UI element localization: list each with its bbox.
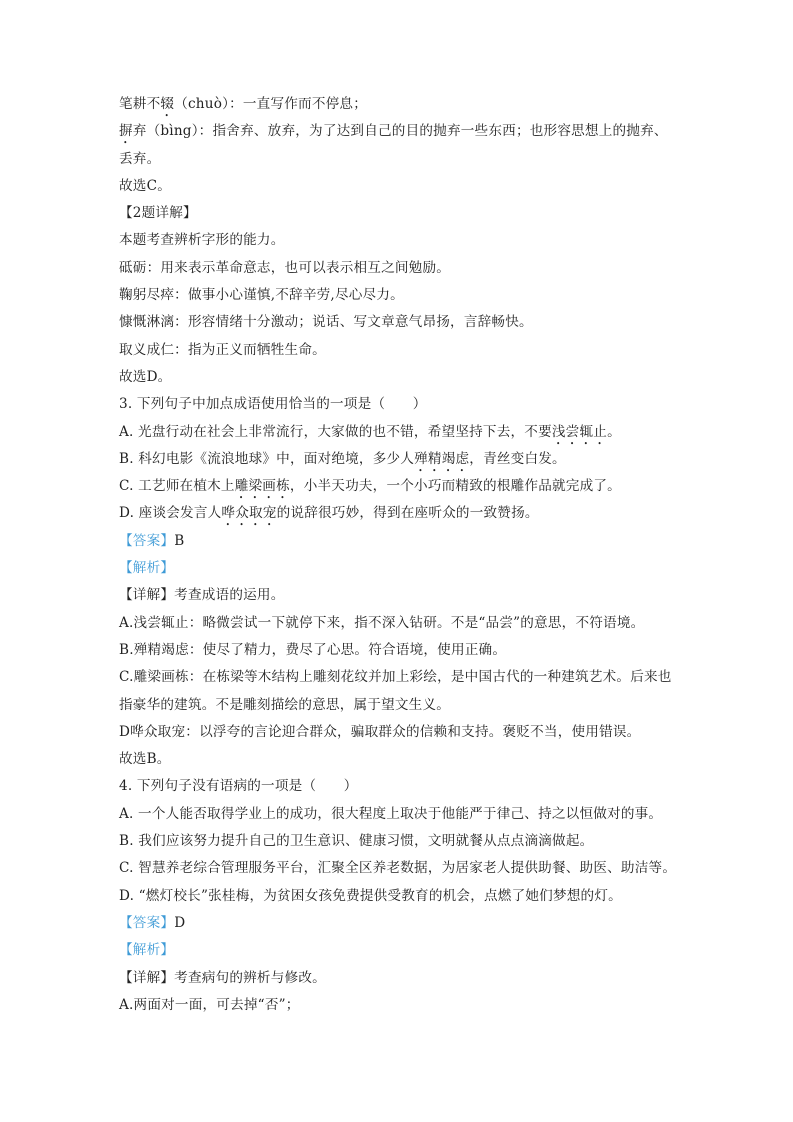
text-line: [119, 664, 689, 691]
text-segment: 砥砺：用来表示革命意志，也可以表示相互之间勉励。: [119, 259, 451, 276]
text-line: [119, 992, 689, 1019]
emphasized-text: 哗众取宠: [221, 505, 277, 522]
text-segment: 【2题详解】: [119, 205, 197, 222]
text-line: [119, 91, 689, 118]
text-segment: 鞠躬尽瘁：做事小心谨慎,不辞辛劳,尽心尽力。: [119, 287, 404, 304]
text-line: [119, 582, 689, 609]
text-line: [119, 610, 689, 637]
text-line: [119, 282, 689, 309]
text-segment: ，青丝变白发。: [469, 450, 566, 467]
text-line: [119, 255, 689, 282]
text-segment: 本题考查辨析字形的能力。: [119, 232, 285, 249]
text-segment: B.殚精竭虑：使尽了精力，费尽了心思。符合语境，使用正确。: [119, 641, 507, 658]
text-segment: D. “燃灯校长”张桂梅，为贫困女孩免费提供受教育的机会，点燃了她们梦想的灯。: [119, 887, 622, 904]
text-segment: A. 光盘行动在社会上非常流行，大家做的也不错，希望坚持下去，不要: [119, 423, 552, 440]
text-segment: A.浅尝辄止：略微尝试一下就停下来，指不深入钻研。不是“品尝”的意思，不符语境。: [119, 614, 645, 631]
text-line: [119, 937, 689, 964]
text-segment: 慷慨淋漓：形容情绪十分激动；说话、写文章意气昂扬，言辞畅快。: [119, 314, 533, 331]
section-label: 【答案】: [119, 532, 175, 549]
text-segment: 弃（bìng）：指舍弃、放弃，为了达到自己的目的抛弃一些东西；也形容思想上的抛弃、: [132, 123, 668, 140]
text-segment: 指豪华的建筑。不是雕刻描绘的意思，属于望文生义。: [119, 696, 451, 713]
text-line: [119, 391, 689, 418]
text-segment: 。: [607, 423, 621, 440]
text-segment: ，小半天功夫，一个小巧而精致的根雕作品就完成了。: [289, 478, 621, 495]
emphasized-text: 摒: [119, 123, 133, 140]
section-label: 【解析】: [119, 942, 175, 959]
text-line: [119, 364, 689, 391]
emphasized-text: 辍: [160, 96, 175, 112]
text-line: [119, 965, 689, 992]
text-line: [119, 337, 689, 364]
text-segment: B. 科幻电影《流浪地球》中，面对绝境，多少人: [119, 450, 415, 467]
text-segment: C.雕梁画栋：在栋梁等木结构上雕刻花纹并加上彩绘，是中国古代的一种建筑艺术。后来也: [119, 669, 672, 686]
text-segment: 4. 下列句子没有语病的一项是（ ）: [119, 778, 358, 795]
emphasized-text: 浅尝辄止: [551, 423, 608, 440]
text-line: [119, 528, 689, 555]
text-segment: 丢弃。: [119, 150, 161, 167]
text-line: [119, 855, 689, 882]
text-line: [119, 309, 689, 336]
text-line: [119, 773, 689, 800]
text-segment: C. 智慧养老综合管理服务平台，汇聚全区养老数据，为居家老人提供助餐、助医、助洁等。: [119, 860, 677, 877]
text-segment: B: [174, 532, 185, 549]
text-line: [119, 692, 689, 719]
text-segment: B. 我们应该努力提升自己的卫生意识、健康习惯，文明就餐从点点滴滴做起。: [119, 833, 594, 850]
text-line: [119, 473, 689, 500]
text-line: [119, 883, 689, 910]
text-segment: 故选B。: [119, 751, 171, 768]
text-line: [119, 200, 689, 227]
text-segment: 的说辞很巧妙，得到在座听众的一致赞扬。: [276, 505, 539, 522]
text-line: [119, 828, 689, 855]
text-segment: （chuò）：一直写作而不停息；: [174, 96, 368, 112]
text-line: [119, 555, 689, 582]
section-label: 【答案】: [119, 914, 175, 931]
text-line: [119, 637, 689, 664]
text-segment: 故选D。: [119, 368, 172, 385]
text-segment: D. 座谈会发言人: [119, 505, 222, 522]
text-segment: 笔耕不: [119, 96, 161, 112]
text-segment: 取义成仁：指为正义而牺牲生命。: [119, 341, 326, 358]
text-line: [119, 500, 689, 527]
text-line: [119, 446, 689, 473]
text-segment: 故选C。: [119, 177, 171, 194]
text-segment: D哗众取宠：以浮夸的言论迎合群众，骗取群众的信赖和支持。褒贬不当，使用错误。: [119, 723, 641, 740]
text-segment: 【详解】考查成语的运用。: [119, 587, 285, 604]
text-line: [119, 118, 689, 145]
text-line: [119, 910, 689, 937]
text-segment: 3. 下列句子中加点成语使用恰当的一项是（ ）: [119, 396, 427, 413]
emphasized-text: 殚精竭虑: [414, 450, 470, 467]
section-label: 【解析】: [119, 560, 175, 577]
emphasized-text: 雕梁画栋: [234, 478, 290, 495]
text-line: [119, 719, 689, 746]
text-segment: A.两面对一面，可去掉“否”；: [119, 996, 300, 1013]
text-segment: D: [174, 914, 186, 931]
text-line: [119, 227, 689, 254]
text-line: [119, 146, 689, 173]
text-segment: 【详解】考查病句的辨析与修改。: [119, 969, 326, 986]
text-line: [119, 173, 689, 200]
text-line: [119, 419, 689, 446]
text-segment: A. 一个人能否取得学业上的成功，很大程度上取决于他能严于律己、持之以恒做对的事。: [119, 805, 663, 822]
document-body: [119, 91, 689, 1019]
text-line: [119, 746, 689, 773]
text-segment: C. 工艺师在植木上: [119, 478, 235, 495]
text-line: [119, 801, 689, 828]
